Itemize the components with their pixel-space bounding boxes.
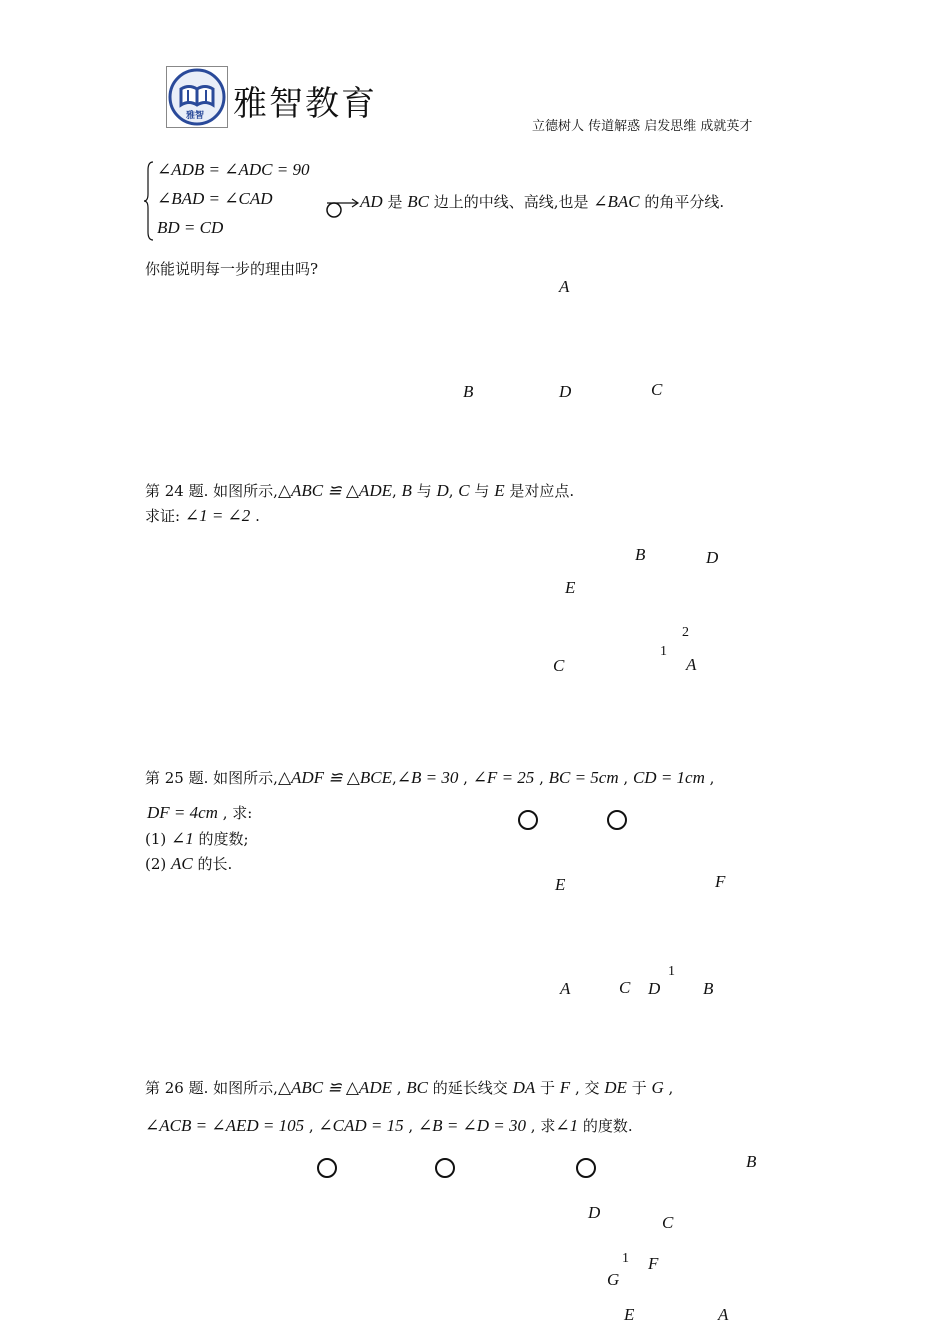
q26-degree: 的度数. [578,1117,633,1135]
q25-sep-2: , [534,769,549,787]
implies-arrow-icon [323,193,363,219]
q26-line-1 [145,1077,673,1098]
fig4-label-a: A [718,1305,729,1324]
fig3-label-1: 1 [668,964,675,979]
fig2-label-e: E [565,578,576,597]
fig3-label-c: C [619,978,631,997]
q25-line-2 [147,802,252,823]
q25-sep-3: , [618,769,633,787]
segment-bc: BC [407,192,429,211]
q25-sub1-angle: ∠1 [171,829,194,848]
q24-e: E [494,481,505,500]
q24-goal: ∠1 = ∠2 [184,506,251,525]
fig3-label-f: F [715,872,726,891]
q25-bc: BC = 5cm [548,768,619,787]
q26-da: DA [512,1078,536,1097]
q25-ask: , 求: [217,804,253,822]
q25-cd: CD = 1cm [632,768,705,787]
q26-sep-1: , [304,1117,319,1135]
system-conclusion [360,191,724,212]
q25-df: DF = 4cm [147,803,218,822]
conclusion-text-1: 是 [382,193,408,211]
fig4-circle-marker [317,1158,337,1178]
fig4-label-c: C [662,1213,674,1232]
fig2-label-2: 2 [682,625,689,640]
logo-text: 雅智 [186,111,205,121]
q26-angle-acb: ∠ACB = ∠AED = 105 [145,1116,305,1135]
q26-f: F [559,1078,571,1097]
fig1-label-a: A [559,277,570,296]
q25-sub1-num: (1) [145,830,172,848]
fig4-label-f: F [648,1254,659,1273]
q25-sub2-ac: AC [171,854,193,873]
fig3-label-a: A [560,979,571,998]
fig4-label-1: 1 [622,1251,629,1266]
q26-bc: BC [406,1078,429,1097]
q25-sub-2 [145,853,232,874]
fig3-label-e: E [555,875,566,894]
q26-ext: 的延长线交 [428,1079,513,1097]
q24-with-2: 与 [469,482,495,500]
fig2-label-c: C [553,656,565,675]
q25-line-1 [145,767,714,788]
q24-period: . [250,507,260,525]
fig3-label-b: B [703,979,714,998]
q25-text: 第 25 题. 如图所示, [145,769,278,787]
q24-b: B [401,481,412,500]
q26-at-1: 于 [535,1079,560,1097]
conclusion-text-3: 的角平分线. [639,193,725,211]
reason-question: 你能说明每一步的理由吗? [145,260,319,278]
segment-ad: AD [360,192,383,211]
fig4-label-g: G [607,1270,620,1289]
angle-bac: ∠BAC [593,192,640,211]
q26-text: 第 26 题. 如图所示, [145,1079,278,1097]
q25-sub-1 [145,828,249,849]
q25-congruence: △ADF ≌ △BCE [277,768,392,787]
q25-angle-f: ∠F = 25 [472,768,535,787]
fig1-label-d: D [559,382,572,401]
fig2-label-d: D [706,548,719,567]
q26-at-2: 于 [626,1079,652,1097]
fig1-label-c: C [651,380,663,399]
logo [166,66,228,128]
system-line-2: ∠BAD = ∠CAD [157,189,273,208]
system-line-3: BD = CD [157,218,224,237]
q26-meet: , 交 [570,1079,605,1097]
q26-tail: , [663,1079,674,1097]
brace-icon [143,160,155,242]
q26-angle-b: ∠B = ∠D = 30 [417,1116,527,1135]
q25-sub1-text: 的度数; [193,830,249,848]
fig3-label-d: D [648,979,661,998]
fig4-circle-marker [576,1158,596,1178]
q26-ask: , 求 [526,1117,556,1135]
slogan: 立德树人 传道解惑 启发思维 成就英才 [532,119,753,134]
fig4-circle-marker [435,1158,455,1178]
q24-line-1 [145,480,574,501]
q26-angle-1: ∠1 [555,1116,579,1135]
q25-angle-b: ∠B = 30 [396,768,459,787]
q24-prove: 求证: [145,507,185,525]
q26-sep-2: , [403,1117,418,1135]
q24-sep: , [391,482,402,500]
q26-g: G [651,1078,664,1097]
q24-c: C [458,481,470,500]
conclusion-text-2: 边上的中线、高线,也是 [428,193,594,211]
q26-line-2 [145,1115,633,1136]
fig4-label-e: E [624,1305,635,1324]
fig1-label-b: B [463,382,474,401]
q26-de: DE [604,1078,627,1097]
q26-sep: , [391,1079,407,1097]
q26-angle-cad: ∠CAD = 15 [318,1116,404,1135]
fig2-label-1: 1 [660,644,667,659]
fig2-label-b: B [635,545,646,564]
q25-sep-1: , [458,769,473,787]
system-line-1: ∠ADB = ∠ADC = 90 [157,160,310,179]
fig3-circle-marker [518,810,538,830]
q24-with-1: 与 [411,482,437,500]
fig4-label-d: D [588,1203,601,1222]
q25-sub2-text: 的长. [192,855,233,873]
q24-tail: 是对应点. [504,482,575,500]
q25-tail: , [704,769,715,787]
fig3-circle-marker [607,810,627,830]
q24-congruence: △ABC ≌ △ADE [277,481,392,500]
q25-sep: , [391,769,397,787]
fig2-label-a: A [686,655,697,674]
fig4-label-b: B [746,1152,757,1171]
q24-line-2 [145,505,260,526]
q24-text: 第 24 题. 如图所示, [145,482,278,500]
q24-sep-2: , [448,482,459,500]
q26-congruence: △ABC ≌ △ADE [277,1078,392,1097]
q25-sub2-num: (2) [145,855,172,873]
q24-d: D [436,481,449,500]
brand-name: 雅智教育 [233,84,377,124]
